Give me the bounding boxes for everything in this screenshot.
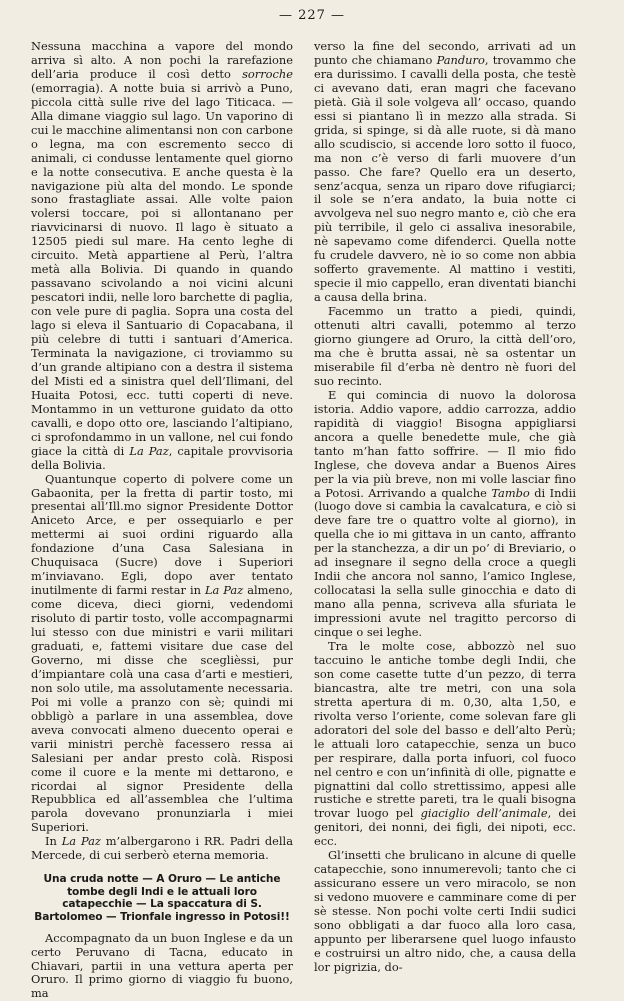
paragraph: Tra le molte cose, abbozzò nel suo taccuino le antiche tombe degli Indii, che son come casette tutte d’un pezzo, di terra biancastra, alte tre metri, con una sola stretta apertura di m. 0,30, alta 1,50, e rivolta verso l’oriente, come solevan fare gli adoratori del sole del basso e dell’alto Perù; le attuali loro catapecchie, senza un buco per respirare, dalla porta infuori, col fuoco nel centro e con un’infinità di olle, pignatte e pignattini dal collo strettissimo, appesi alle rustiche e strette pareti, tra le quali bisogna trovar luogo pel giaciglio dell’animale, dei genitori, dei nonni, dei figli, dei nipoti, ecc. ecc. bbox=[314, 638, 576, 849]
paragraph: Accompagnato da un buon Inglese e da un certo Peruvano di Tacna, educato in Chiavari, partii in una vettura aperta per Oruro. Il primo giorno di viaggio fu buono, ma bbox=[31, 930, 293, 1001]
paragraph: In La Paz m’albergarono i RR. Padri della Mercede, di cui serberò eterna memoria. bbox=[31, 834, 293, 863]
paragraph: Facemmo un tratto a piedi, quindi, ottenuti altri cavalli, potemmo al terzo giorno giungere ad Oruro, la città dell’oro, ma che è brutta assai, nè sa ostentar un miserabile fil d’erba nè dentro nè fuori del suo recinto. bbox=[314, 304, 576, 388]
paragraph: verso la fine del secondo, arrivati ad un punto che chiamano Panduro, trovammo che era durissimo. I cavalli della posta, che testè ci avevano dati, eran magri che facevano pietà. Già il sole volgeva all’ occaso, quando essi si piantano lì in mezzo alla strada. Si grida, si spinge, si dà alle ruote, si dà mano allo scudiscio, si accende loro sotto il fuoco, ma non c’è verso di farli muovere d’un passo. Che fare? Quello era un deserto, senz’acqua, senza un riparo dove rifugiarci; il sole se n’era andato, la buia notte ci avvolgeva nel suo negro manto e, ciò che era più terribile, il gelo ci assaliva inesorabile, nè sapevamo come difenderci. Quella notte fu crudele davvero, nè io so come non abbia sofferto gravemente. Al mattino i vestiti, specie il mio cappello, eran diventati bianchi a causa della brina. bbox=[314, 39, 576, 305]
paragraph: Quantunque coperto di polvere come un Gabaonita, per la fretta di partir tosto, mi presentai all’Ill.mo signor Presidente Dottor Aniceto Arce, e per ossequiarlo e per mettermi ai suoi ordini riguardo alla fondazione d’una Casa Salesiana in Chuquisaca (Sucre) dove i Superiori m’inviavano. Egli, dopo aver tentato inutilmente di farmi restar in La Paz almeno, come diceva, dieci giorni, vedendomi risoluto di partir tosto, volle accompagnarmi lui stesso con due ministri e varii militari graduati, e, fattemi visitare due case del Governo, mi disse che sceglièssi, pur d’impiantare colà una casa d’arti e mestieri, non solo utile, ma assolutamente necessaria. Poi mi volle a pranzo con sè; quindi mi obbligò a parlare in una assemblea, dove aveva convocati almeno duecento operai e varii ministri perchè facessero ressa ai Salesiani per andar presto colà. Risposi come il cuore e la mente mi dettarono, e ricordai al signor Presidente della Repubblica ed all’assemblea che l’ultima parola dovevano pronunziarla i miei Superiori. bbox=[31, 471, 293, 835]
paragraph: Gl’insetti che brulicano in alcune di quelle catapecchie, sono innumerevoli; tanto che ci assicurano essere un vero miracolo, se non si vedono muovere e camminare come di per sè stesse. Non pochi volte certi Indii sudici sono obbligati a dar fuoco alla loro casa, appunto per liberarsene quel luogo infausto e costruirsi un altro nido, che, a causa della lor pigrizia, do- bbox=[314, 848, 576, 974]
section-heading: Una cruda notte — A Oruro — Le antiche tombe degli Indi e le attuali loro catapecchie — La spaccatura di S. Bartolomeo — Trionfale ingresso in Potosi!! bbox=[34, 873, 290, 924]
right-column bbox=[314, 40, 576, 975]
left-column bbox=[31, 40, 293, 1001]
paragraph: E qui comincia di nuovo la dolorosa istoria. Addio vapore, addio carrozza, addio rapidità di viaggio! Bisogna appigliarsi ancora a quelle benedette mule, che già tanto m’han fatto soffrire. — Il mio fido Inglese, che doveva andar a Buenos Aires per la via più breve, non mi volle lasciar fino a Potosi. Arrivando a qualche Tambo di Indii (luogo dove si cambia la cavalcatura, e ciò si deve fare tre o quattro volte al giorno), in quella che io mi gittava in un canto, affranto per la stanchezza, a dir un po’ di Breviario, o ad insegnare il segno della croce a quegli Indii che ancora nol sanno, l’amico Inglese, collocatasi la sella sulle ginocchia e dato di mano alla penna, scriveva alla sfuriata le impressioni avute nel tragitto percorso di cinque o sei leghe. bbox=[314, 387, 577, 640]
paragraph: Nessuna macchina a vapore del mondo arriva sì alto. A non pochi la rarefazione dell’aria produce il così detto sorroche (emorragia). A notte buia si arrivò a Puno, piccola città sulle rive del lago Titicaca. — Alla dimane viaggio sul lago. Un vaporino di cui le macchine alimentansi non con carbone o legna, ma con escremento secco di animali, ci condusse lentamente quel giorno e la notte consecutiva. E anche questa è la navigazione più alta del mondo. Le sponde sono frastagliate assai. Alle volte paion volersi toccare, poi si allontanano per riavvicinarsi di nuovo. Il lago è situato a 12505 piedi sul mare. Ha cento leghe di circuito. Metà appartiene al Perù, l’altra metà alla Bolivia. Di quando in quando passavano scivolando a noi vicini alcuni pescatori indii, nelle loro barchette di paglia, con vele pure di paglia. Sopra una costa del lago si eleva il Santuario di Copacabana, il più celebre di tutti i santuari d’America. Terminata la navigazione, ci troviammo su d’un grande altipiano con a destra il sistema del Misti ed a sinistra quel dell’Ilimani, del Huaita Potosi, ecc. tutti coperti di neve. Montammo in un vetturone guidato da otto cavalli, e dopo otto ore, lasciando l’altipiano, ci sprofondammo in un vallone, nel cui fondo giace la città di La Paz, capitale provvisoria della Bolivia. bbox=[31, 39, 293, 472]
page-number: — 227 — bbox=[278, 8, 346, 23]
